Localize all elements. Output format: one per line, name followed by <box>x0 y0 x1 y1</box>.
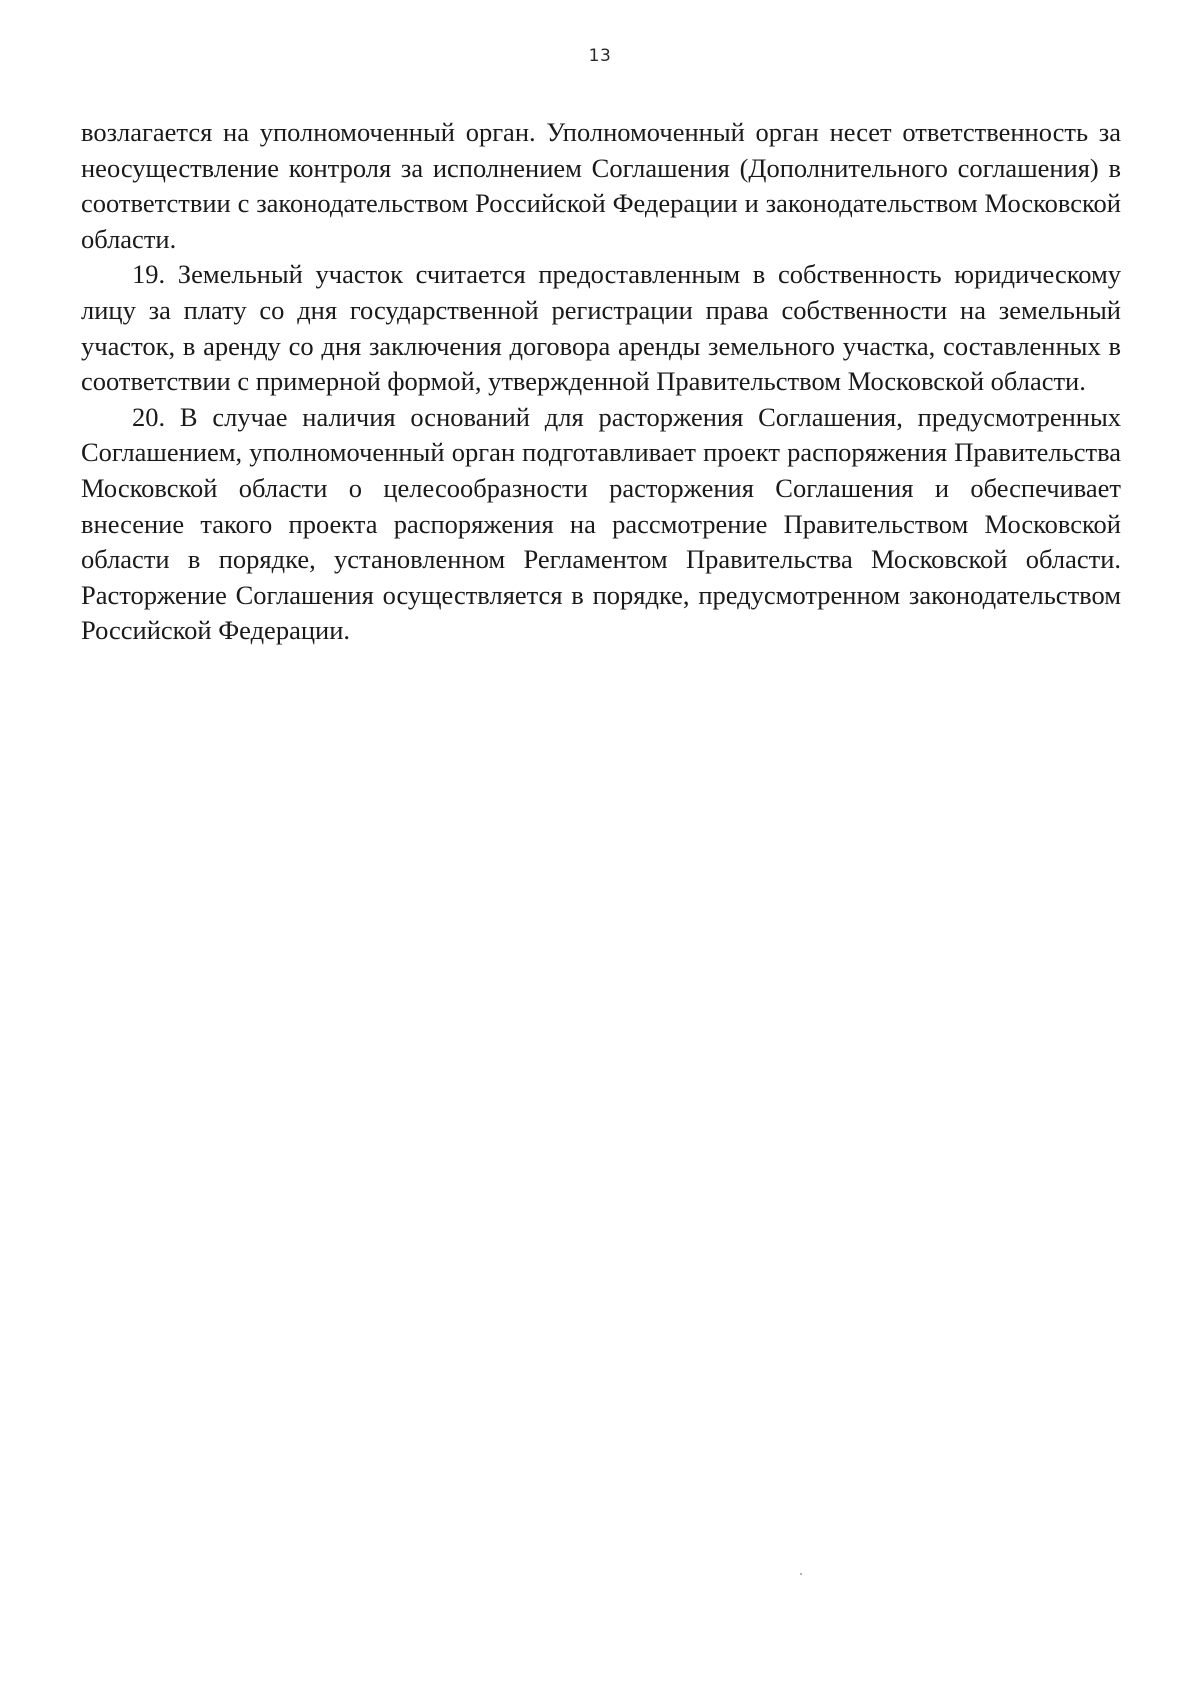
document-body <box>81 115 1121 649</box>
paragraph-clause-19: 19. Земельный участок считается предоставленным в собственность юридическому лицу за плату со дня государственной регистрации права собственности на земельный участок, в аренду со дня заключения договора аренды земельного участка, составленных в соответствии с примерной формой, утвержденной Правительством Московской области. <box>81 259 1121 397</box>
page-number: 13 <box>588 46 612 66</box>
scan-speck <box>800 1573 802 1575</box>
paragraph-clause-20: 20. В случае наличия оснований для расторжения Соглашения, предусмотренных Соглашением, уполномоченный орган подготавливает проект распоряжения Правительства Московской области о целесообразности расторжения Соглашения и обеспечивает внесение такого проекта распоряжения на рассмотрение Правительством Московской области в порядке, установленном Регламентом Правительства Московской области. Расторжение Соглашения осуществляется в порядке, предусмотренном законодательством Российской Федерации. <box>81 401 1121 646</box>
paragraph-continuation: возлагается на уполномоченный орган. Уполномоченный орган несет ответственность за неосуществление контроля за исполнением Соглашения (Дополнительного соглашения) в соответствии с законодательством Российской Федерации и законодательством Московской области. <box>81 117 1121 254</box>
